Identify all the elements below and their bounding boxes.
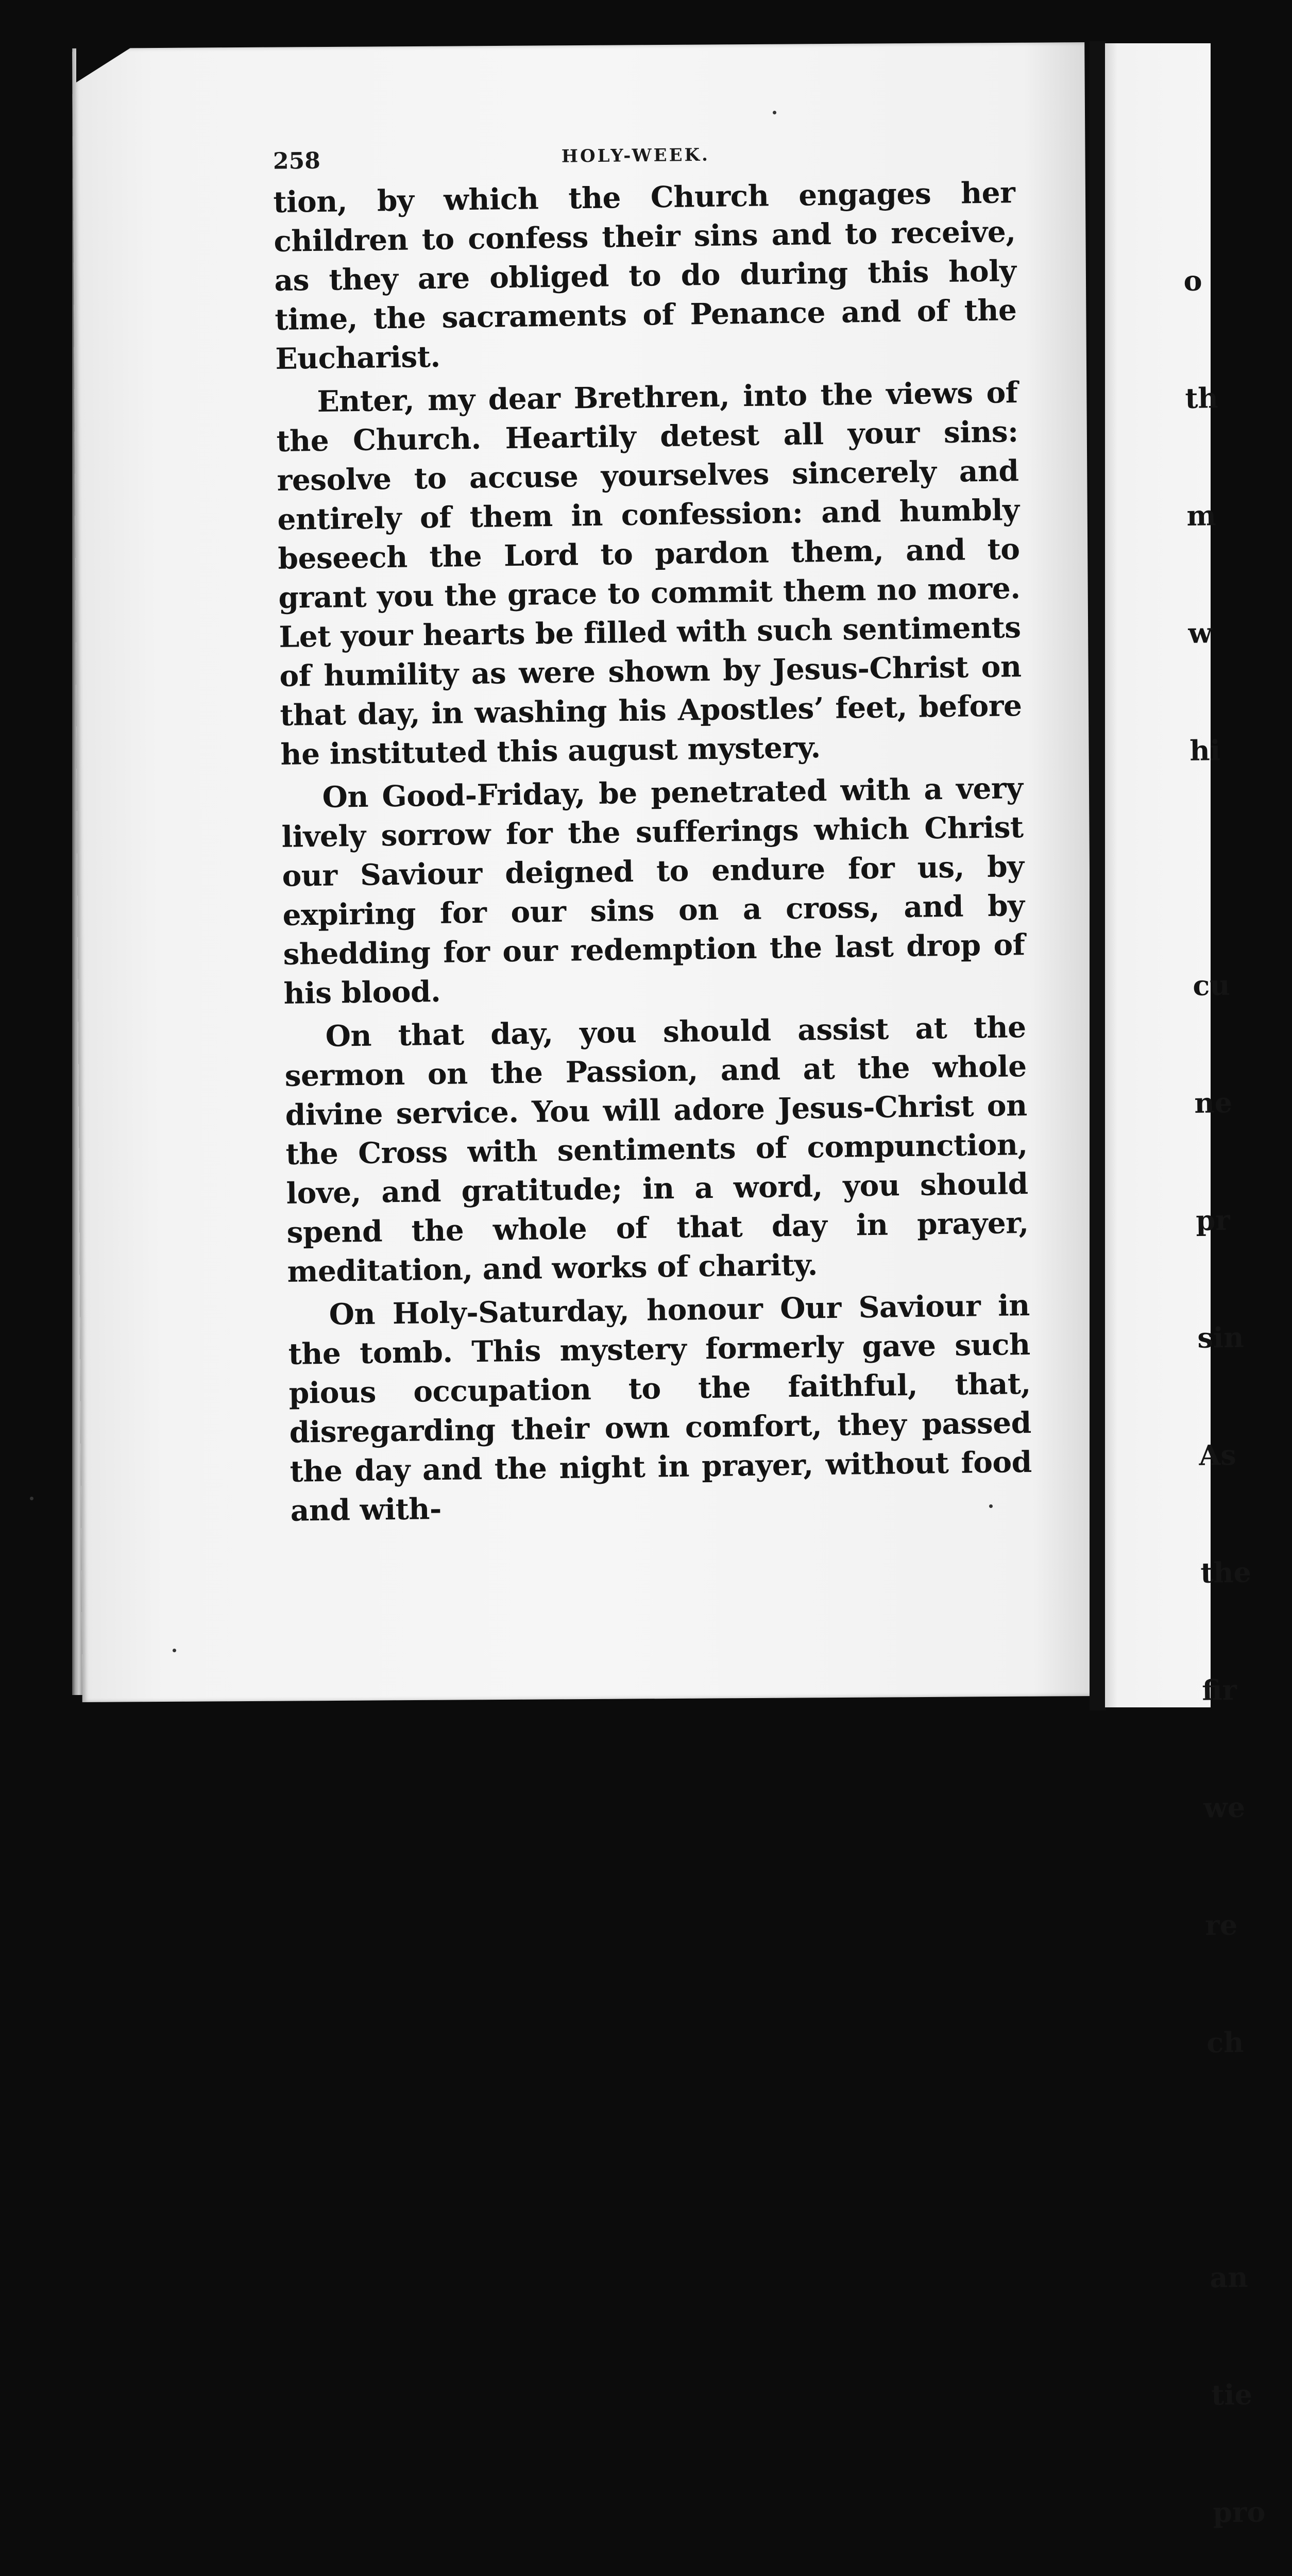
facing-line: m xyxy=(1186,499,1217,532)
body-text xyxy=(273,173,1032,1535)
facing-line: hi xyxy=(1189,734,1221,767)
facing-line: we xyxy=(1203,1790,1246,1824)
paragraph: On that day, you should assist at the sermon on the Passion, and at the whole divine service. You will adore Jesus-Christ on the Cross with sentiments of compunction, love, and gratitude; in a word, you should spend the whole of that day in prayer, meditation, and works of charity. xyxy=(284,1010,1029,1289)
facing-line: w xyxy=(1188,616,1213,650)
facing-line: fir xyxy=(1201,1673,1237,1707)
paper-speck xyxy=(173,1649,176,1652)
paragraph: On Holy-Saturday, honour Our Saviour in the tomb. This mystery formerly gave such pious occupation to the faithful, that, disregarding their own comfort, they passed the day and the night in prayer, without food and with- xyxy=(288,1288,1032,1528)
facing-line: the xyxy=(1200,1555,1252,1589)
paper-speck xyxy=(773,111,776,114)
facing-line: As xyxy=(1198,1438,1237,1472)
paper-speck xyxy=(989,1504,993,1508)
facing-line: re xyxy=(1204,1908,1238,1942)
paragraph: On Good-Friday, be penetrated with a very lively sorrow for the sufferings which Christ our Saviour deigned to endure for us, by expiring for our sins on a cross, and by shedding for our redemption the last drop of his blood. xyxy=(281,771,1025,1011)
paper-speck xyxy=(30,1497,33,1500)
facing-line: o xyxy=(1183,264,1202,297)
paragraph: Enter, my dear Brethren, into the views of the Church. Heartily detest all your sins: resolve to accuse yourselves sincerely and entirely of them in confession: and humbly beseech the Lord to pardon them, and to grant you the grace to commit them no more. Let your hearts be filled with such sentiments of humility as were shown by Jesus-Christ on that day, in washing his Apostles’ feet, before he instituted this august mystery. xyxy=(276,376,1022,772)
facing-line: pro xyxy=(1212,2495,1266,2529)
facing-line: pr xyxy=(1195,1203,1230,1237)
facing-line xyxy=(1208,2140,1250,2180)
folded-corner xyxy=(76,46,133,82)
facing-line: sin xyxy=(1197,1320,1244,1354)
page-number: 258 xyxy=(273,147,321,175)
facing-line: ne xyxy=(1194,1086,1233,1120)
facing-line: an xyxy=(1209,2260,1248,2294)
running-head: HOLY-WEEK. xyxy=(561,144,710,167)
facing-line xyxy=(1191,848,1233,888)
facing-line: cu xyxy=(1192,968,1230,1002)
facing-line: th xyxy=(1185,381,1219,415)
book-gutter xyxy=(1090,41,1106,1710)
facing-line: tie xyxy=(1211,2378,1253,2412)
facing-line: ch xyxy=(1206,2025,1244,2059)
paragraph: tion, by which the Church engages her children to confess their sins and to receive, as they are obliged to do during this holy time, the sacraments of Penance and of the Eucharist. xyxy=(273,176,1017,376)
